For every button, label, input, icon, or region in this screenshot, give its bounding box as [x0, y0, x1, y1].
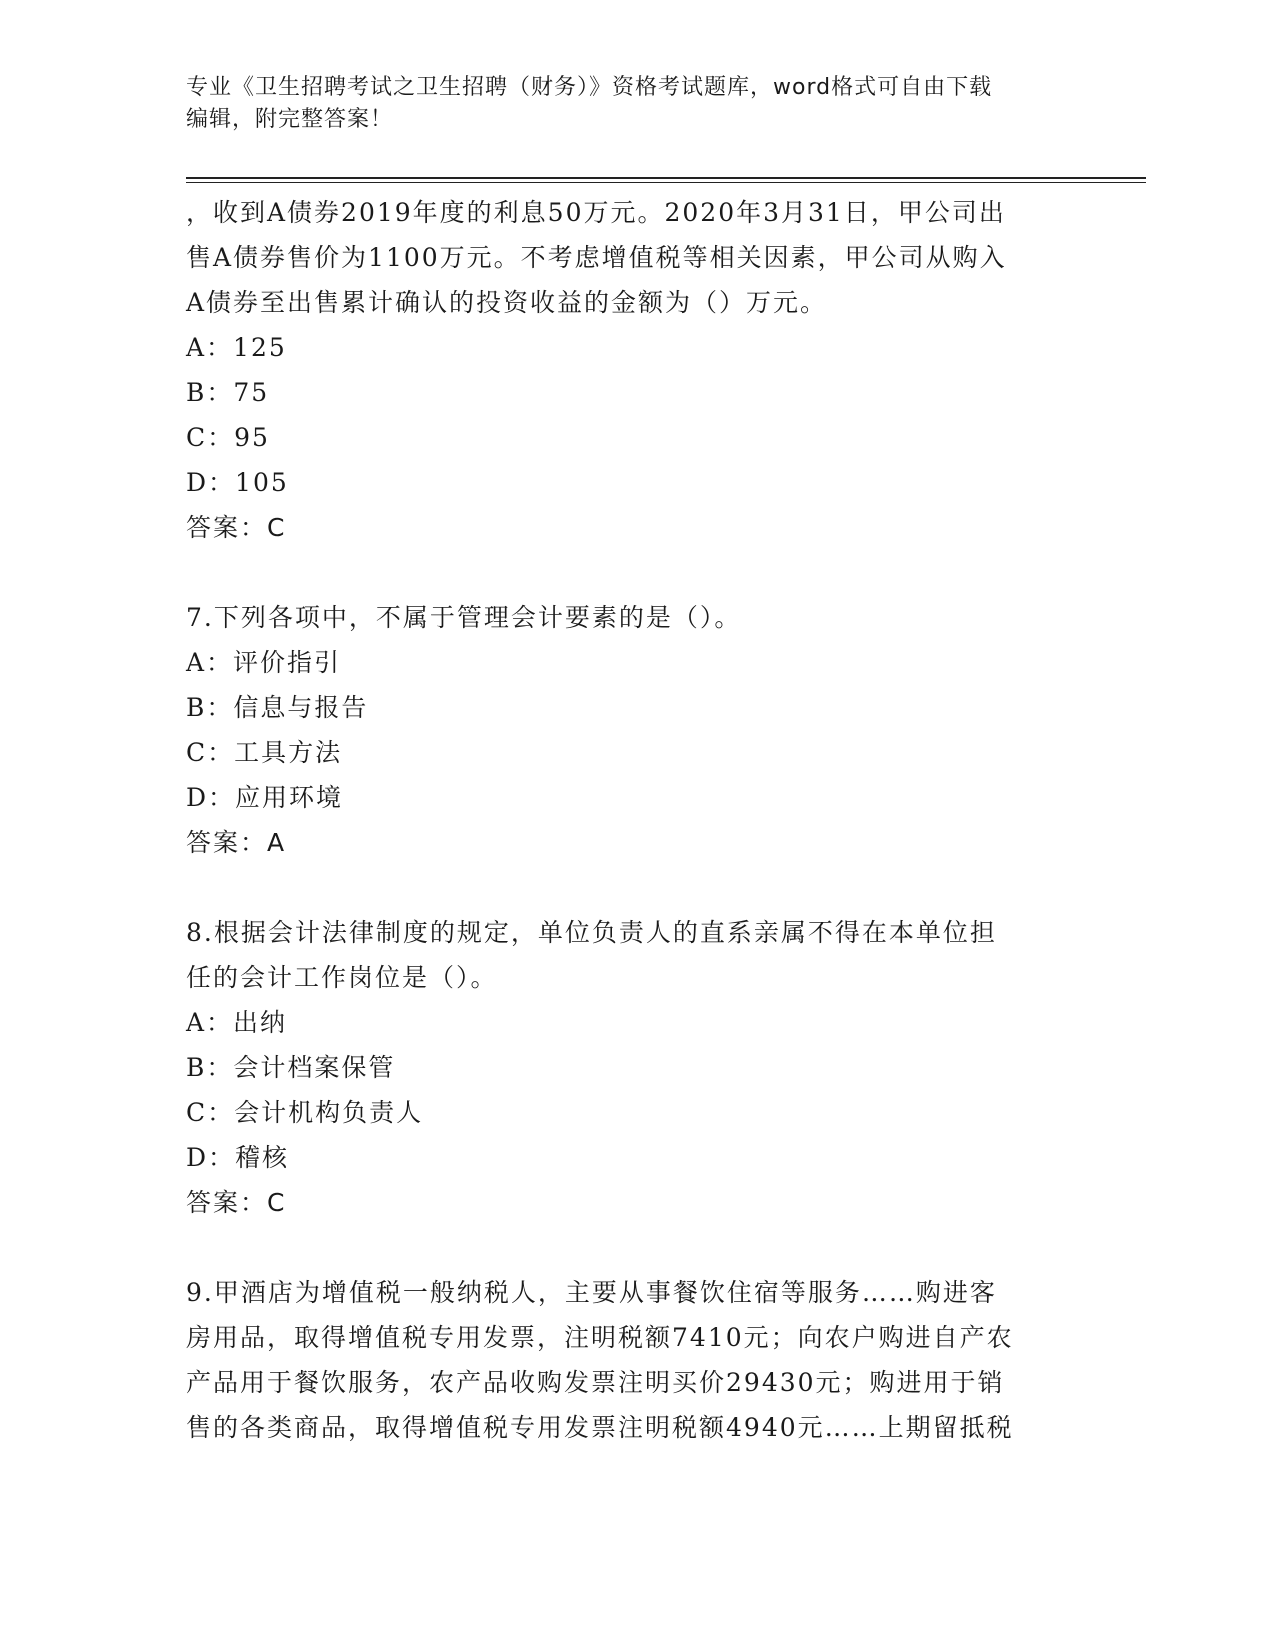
header-divider-thin — [186, 182, 1146, 183]
question-9 — [186, 1270, 1086, 1450]
question-7 — [186, 595, 1086, 865]
option-c: C：会计机构负责人 — [186, 1098, 424, 1127]
answer-label: 答案：C — [186, 513, 287, 542]
option-d: D：105 — [186, 468, 289, 497]
question-6 — [186, 190, 1086, 550]
option-a: A：125 — [186, 333, 287, 362]
option-b: B：信息与报告 — [186, 693, 369, 722]
question-text-line: 9.甲酒店为增值税一般纳税人，主要从事餐饮住宿等服务……购进客 — [186, 1278, 997, 1307]
option-b: B：75 — [186, 378, 270, 407]
question-text-line: 房用品，取得增值税专用发票，注明税额7410元；向农户购进自产农 — [186, 1323, 1014, 1352]
document-header — [186, 72, 1086, 136]
question-text-line: ，收到A债券2019年度的利息50万元。2020年3月31日，甲公司出 — [186, 198, 1006, 227]
answer-label: 答案：A — [186, 828, 287, 857]
question-text-line: 售的各类商品，取得增值税专用发票注明税额4940元……上期留抵税 — [186, 1413, 1014, 1442]
question-text-line: 售A债券售价为1100万元。不考虑增值税等相关因素，甲公司从购入 — [186, 243, 1007, 272]
option-d: D：应用环境 — [186, 783, 344, 812]
question-text-line: 任的会计工作岗位是（）。 — [186, 963, 498, 992]
header-divider-thick — [186, 177, 1146, 179]
question-list — [186, 190, 1086, 1450]
answer-label: 答案：C — [186, 1188, 287, 1217]
option-a: A：出纳 — [186, 1008, 288, 1037]
question-8 — [186, 910, 1086, 1225]
option-a: A：评价指引 — [186, 648, 342, 677]
question-text-line: 7.下列各项中，不属于管理会计要素的是（）。 — [186, 603, 742, 632]
option-c: C：95 — [186, 423, 270, 452]
question-text-line: A债券至出售累计确认的投资收益的金额为（）万元。 — [186, 288, 828, 317]
spacer — [186, 1225, 1086, 1270]
option-b: B：会计档案保管 — [186, 1053, 396, 1082]
option-c: C：工具方法 — [186, 738, 343, 767]
question-text-line: 8.根据会计法律制度的规定，单位负责人的直系亲属不得在本单位担 — [186, 918, 997, 947]
question-text-line: 产品用于餐饮服务，农产品收购发票注明买价29430元；购进用于销 — [186, 1368, 1005, 1397]
spacer — [186, 550, 1086, 595]
spacer — [186, 865, 1086, 910]
option-d: D：稽核 — [186, 1143, 290, 1172]
header-line-2: 编辑，附完整答案！ — [186, 107, 394, 132]
header-line-1: 专业《卫生招聘考试之卫生招聘（财务）》资格考试题库，word格式可自由下载 — [186, 75, 993, 100]
